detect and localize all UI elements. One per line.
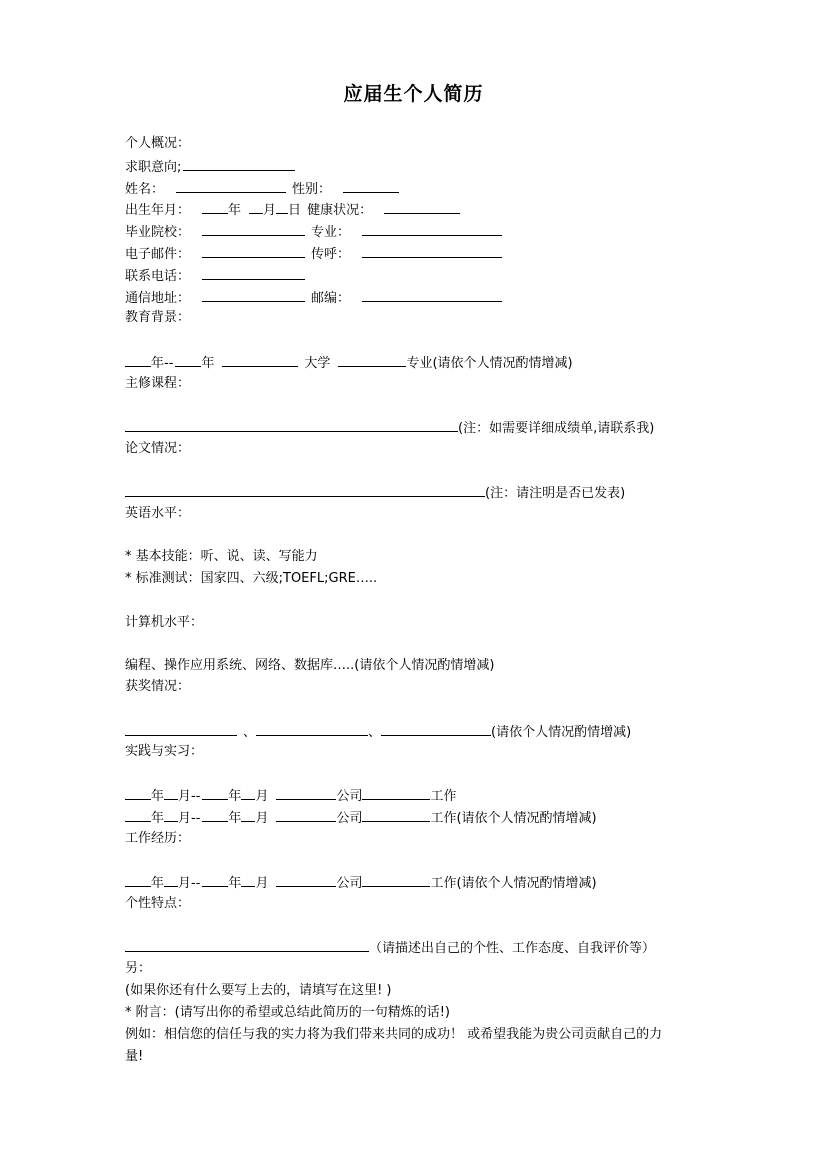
p2-end-year: 年 (228, 811, 242, 826)
edu-university-blank[interactable] (222, 351, 298, 367)
award-blank-3[interactable] (381, 720, 491, 736)
e1-end-year-blank[interactable] (202, 871, 228, 887)
computer-detail: 编程、操作应用系统、网络、数据库…..(请依个人情况酌情增减) (125, 658, 495, 673)
english-heading: 英语水平： (125, 506, 191, 521)
edu-start-year: 年 (151, 356, 165, 371)
p2-company: 公司 (336, 811, 363, 826)
other-heading: 另： (125, 961, 152, 976)
courses-heading: 主修课程： (125, 376, 191, 391)
thesis-blank[interactable] (125, 481, 485, 497)
thesis-heading: 论文情况： (125, 441, 191, 456)
p1-end-year: 年 (228, 789, 242, 804)
e1-dash: -- (191, 876, 201, 891)
experience-heading: 工作经历： (125, 831, 191, 846)
page-title: 应届生个人简历 (343, 83, 484, 105)
edu-end-year: 年 (201, 356, 215, 371)
awards-line (125, 720, 631, 741)
education-line (125, 351, 573, 372)
e1-work: 工作 (430, 876, 457, 891)
p2-work: 工作 (430, 811, 457, 826)
p1-start-year: 年 (151, 789, 165, 804)
birth-day-label: 日 (288, 203, 302, 218)
pager-blank[interactable] (362, 242, 502, 258)
p1-end-month: 月 (255, 789, 269, 804)
p2-start-year: 年 (151, 811, 165, 826)
email-blank[interactable] (202, 242, 305, 258)
name-label: 姓名： (125, 182, 165, 197)
phone-blank[interactable] (202, 264, 305, 280)
birth-year-label: 年 (228, 203, 242, 218)
p2-start-month-blank[interactable] (164, 806, 178, 822)
p1-start-year-blank[interactable] (125, 784, 151, 800)
address-label: 通信地址： (125, 291, 191, 306)
p1-start-month: 月 (178, 789, 192, 804)
p1-end-month-blank[interactable] (241, 784, 255, 800)
health-label: 健康状况： (307, 203, 373, 218)
p1-start-month-blank[interactable] (164, 784, 178, 800)
major-label: 专业： (311, 225, 351, 240)
phone-line (125, 264, 305, 285)
p2-end-month-blank[interactable] (241, 806, 255, 822)
courses-blank[interactable] (125, 416, 458, 432)
p2-end-year-blank[interactable] (202, 806, 228, 822)
personality-note: （请描述出自己的个性、工作态度、自我评价等） (369, 941, 656, 956)
award-sep-1: 、 (243, 725, 257, 740)
other-line-3: 例如：相信您的信任与我的实力将为我们带来共同的成功！ 或希望我能为贵公司贡献自己的力 (125, 1027, 663, 1042)
award-blank-1[interactable] (125, 720, 237, 736)
e1-end-month: 月 (255, 876, 269, 891)
profile-heading: 个人概况： (125, 136, 191, 151)
personality-heading: 个性特点： (125, 896, 191, 911)
p2-start-year-blank[interactable] (125, 806, 151, 822)
e1-company: 公司 (336, 876, 363, 891)
p1-work: 工作 (430, 789, 457, 804)
birth-month-blank[interactable] (249, 198, 263, 214)
phone-label: 联系电话： (125, 269, 191, 284)
e1-start-month-blank[interactable] (164, 871, 178, 887)
address-line (125, 286, 502, 307)
computer-heading: 计算机水平： (125, 615, 204, 630)
p1-company-blank[interactable] (276, 784, 336, 800)
objective-label: 求职意向; (125, 160, 182, 175)
address-blank[interactable] (202, 286, 305, 302)
other-line-4: 量! (125, 1049, 144, 1064)
school-line (125, 220, 502, 241)
education-heading: 教育背景： (125, 310, 191, 325)
health-blank[interactable] (384, 198, 460, 214)
p2-company-blank[interactable] (276, 806, 336, 822)
objective-blank[interactable] (183, 155, 295, 171)
e1-start-year-blank[interactable] (125, 871, 151, 887)
major-blank[interactable] (362, 220, 502, 236)
postcode-blank[interactable] (362, 286, 502, 302)
email-line (125, 242, 502, 263)
personality-blank[interactable] (125, 936, 369, 952)
experience-line (125, 871, 597, 892)
e1-start-year: 年 (151, 876, 165, 891)
gender-label: 性别： (292, 182, 332, 197)
p2-dash: -- (191, 811, 201, 826)
email-label: 电子邮件： (125, 247, 191, 262)
e1-company-blank[interactable] (276, 871, 336, 887)
p1-end-year-blank[interactable] (202, 784, 228, 800)
school-label: 毕业院校： (125, 225, 191, 240)
edu-major-blank[interactable] (338, 351, 406, 367)
edu-dash: -- (164, 356, 174, 371)
e1-end-year: 年 (228, 876, 242, 891)
p2-end-month: 月 (255, 811, 269, 826)
edu-university-label: 大学 (304, 356, 331, 371)
birth-label: 出生年月： (125, 203, 191, 218)
birth-day-blank[interactable] (276, 198, 288, 214)
gender-blank[interactable] (343, 177, 399, 193)
award-sep-2: 、 (368, 725, 382, 740)
birth-month-label: 月 (263, 203, 277, 218)
birth-year-blank[interactable] (202, 198, 228, 214)
e1-start-month: 月 (178, 876, 192, 891)
practice-heading: 实践与实习： (125, 744, 204, 759)
thesis-note: (注：请注明是否已发表) (485, 486, 626, 501)
postcode-label: 邮编： (311, 291, 351, 306)
p2-start-month: 月 (178, 811, 192, 826)
awards-note: (请依个人情况酌情增减) (491, 725, 632, 740)
school-blank[interactable] (202, 220, 305, 236)
edu-start-blank[interactable] (125, 351, 151, 367)
e1-end-month-blank[interactable] (241, 871, 255, 887)
p2-note: (请依个人情况酌情增减) (456, 811, 597, 826)
p1-company: 公司 (336, 789, 363, 804)
e1-note: (请依个人情况酌情增减) (456, 876, 597, 891)
english-skill: * 基本技能：听、说、读、写能力 (125, 549, 318, 564)
edu-end-blank[interactable] (175, 351, 201, 367)
award-blank-2[interactable] (256, 720, 368, 736)
objective-line (125, 155, 295, 176)
awards-heading: 获奖情况： (125, 679, 191, 694)
thesis-line (125, 481, 625, 502)
courses-note: (注：如需要详细成绩单,请联系我) (458, 421, 655, 436)
e1-work-blank[interactable] (362, 871, 430, 887)
p2-work-blank[interactable] (362, 806, 430, 822)
p1-dash: -- (191, 789, 201, 804)
other-line-2: * 附言：(请写出你的希望或总结此简历的一句精炼的话!) (125, 1005, 450, 1020)
courses-line (125, 416, 654, 437)
name-line (125, 177, 399, 198)
edu-major-note: 专业(请依个人情况酌情增减) (406, 356, 573, 371)
pager-label: 传呼： (311, 247, 351, 262)
name-blank[interactable] (176, 177, 286, 193)
practice-line-1 (125, 784, 456, 805)
english-test: * 标准测试：国家四、六级;TOEFL;GRE….. (125, 571, 378, 586)
p1-work-blank[interactable] (362, 784, 430, 800)
practice-line-2 (125, 806, 597, 827)
birth-line (125, 198, 460, 219)
personality-line (125, 936, 655, 957)
other-line-1: (如果你还有什么要写上去的，请填写在这里! ) (125, 983, 392, 998)
